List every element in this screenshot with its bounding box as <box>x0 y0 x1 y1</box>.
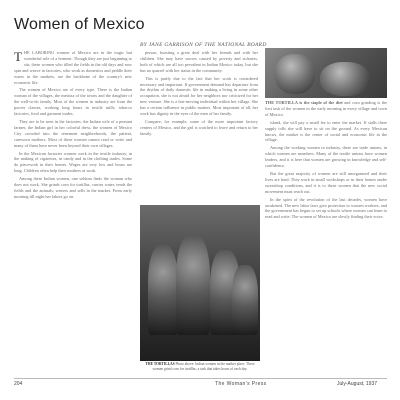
figure-shape <box>176 235 210 335</box>
paragraph: person, boasting a great deal with her friends and with her children. She may have sorrow caused by poverty and sickness, both of which are all too prevalent in Indian Mexico today, but she has no quarrel with her status in the community. <box>140 50 258 73</box>
figure-shape <box>320 62 370 96</box>
article-title: Women of Mexico <box>14 16 145 33</box>
caption-text: Photo above: Indian women in the market place. These women grind corn for tortillas, a task that takes hours of each day. <box>152 362 255 371</box>
paragraph: Among these Indian women, one seldom finds the woman who does not work. She grinds corn for tortillas, carries water, tends the fields and the animals, weaves and sells in the market. From early morning till night her labors go on. <box>14 176 132 199</box>
paragraph: Compare, for example, some of the more important factory centers of Mexico, and the girl is watched to leave and return to her family. <box>140 118 258 136</box>
paragraph: This is partly due to the fact that her work is considered necessary and important. If government demand has departure from the rhythm of daily domestic life in making a living in some other occupation, she is not afraid for her neighbors nor criticized for her new venture. She is a fast-moving individual within her village. She has a certain influence in public matters. Most important of all, her work has dignity in the eyes of the men of her family. <box>140 75 258 117</box>
paragraph: Among the working women in industry, there are trade unions, in which women are members. Many of the textile unions have women leaders, and it is here that women are growing in knowledge and self-confidence. <box>265 145 387 169</box>
photo-caption-2 <box>265 100 387 118</box>
magazine-name: The Woman's Press <box>215 381 267 387</box>
paragraph: island, she will pay a small fee to enter the market. If stalls there supply tolls she will have to sit on the ground. As every Mexican knows, the market is the center of social and economic life in the village. <box>265 119 387 143</box>
column-3 <box>265 100 387 380</box>
column-2 <box>140 50 258 200</box>
photo-women-market <box>140 205 260 361</box>
caption-bold: THE TORTILLA is the staple of the diet <box>265 100 343 105</box>
paragraph: But the great majority of women are still unorganized and their lives are hard. They work in small workshops or in their homes under sweatshop conditions, and it is to these women that the new social movement must reach out. <box>265 170 387 194</box>
drop-cap: T <box>14 50 22 64</box>
paragraph: In the spirit of the revolution of the last decades, women have awakened. The new labor laws give protection to women workers, and the government has begun to set up schools where women can learn to read and write. The women of Mexico are slowly finding their voice. <box>265 196 387 220</box>
caption-bold: THE TORTILLAS <box>145 362 175 366</box>
photo-caption-1 <box>140 362 260 371</box>
figure-shape <box>275 54 315 94</box>
paragraph: In the Mexican factories women work in the textile industry, in the making of cigarettes, in candy and in the clothing trades. Some do piecework in their homes. Wages are very low and hours are long. Children often help their mothers at work. <box>14 150 132 174</box>
column-1 <box>14 50 132 375</box>
footer-rule <box>14 378 387 379</box>
figure-shape <box>148 245 178 335</box>
figure-shape <box>232 265 258 335</box>
paragraph: They are to be seen in the factories: the Indian wife of a peasant farmer, the Indian girl in her colorful dress, the women of Mexico City crowded into the tenement neighborhoods, the patient, careworn mothers. Most of these women cannot read or write and many of them have never been beyond their own villages. <box>14 118 132 148</box>
photo-tortilla-making <box>265 48 387 98</box>
paragraph: The women of Mexico are of every type. There is the Indian woman of the villages, the mestiza of the towns and the daughter of the well-to-do family. Most of the women in industry are from the poorer classes, working long hours in textile mills, tobacco factories, food and garment trades. <box>14 87 132 117</box>
paragraph: HE LABORING women of Mexico are in the tragic but wonderful role of a ferment. Though they are just beginning to stir, these women who tilled the fields in the old days and now spin and weave in factories, who work as domestics and peddle their wares in the markets, are the backbone of the country's new economic life. <box>14 50 132 85</box>
page-number: 204 <box>14 381 23 387</box>
article-byline: BY JANE GARRISON OF THE NATIONAL BOARD <box>140 42 267 48</box>
caption-text: and corn grinding is the first task of the women in the early morning in every village and town of Mexico. <box>265 100 387 117</box>
issue-date: July-August, 1937 <box>337 381 378 387</box>
